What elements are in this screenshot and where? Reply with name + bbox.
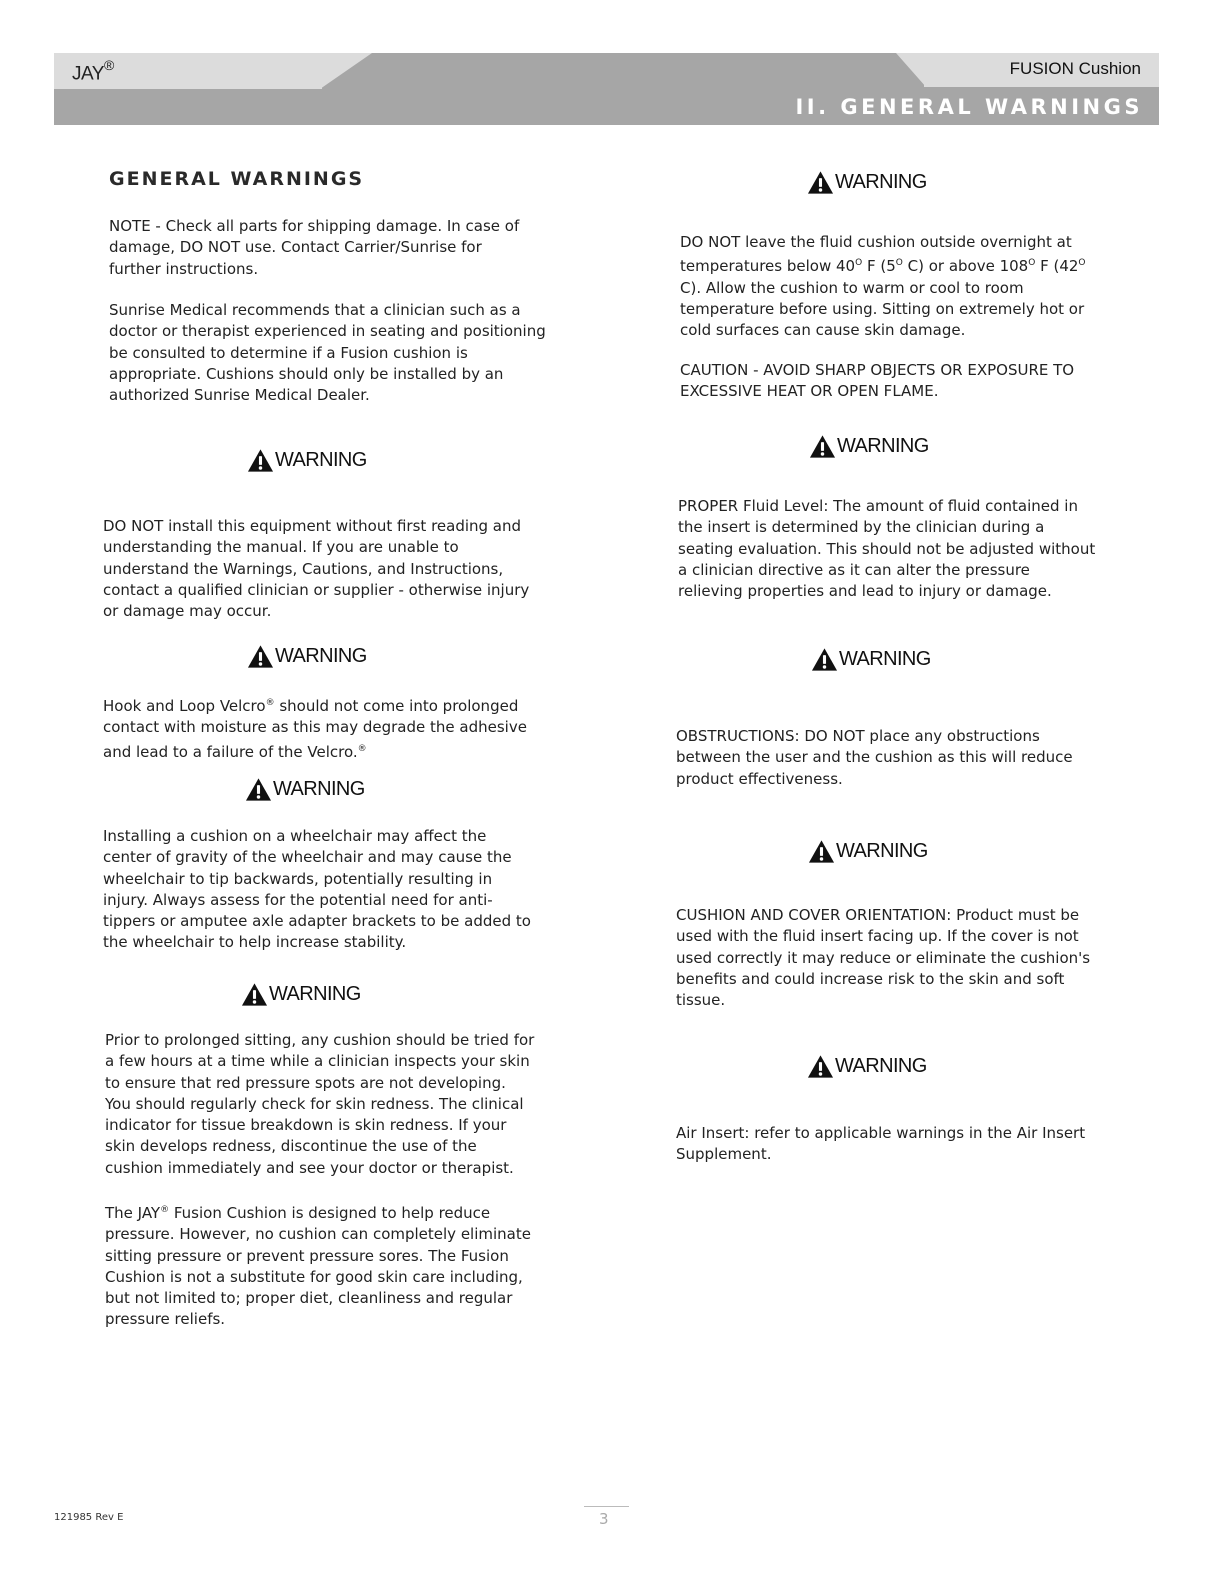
warning-label-text: WARNING (839, 648, 931, 670)
shipping-note: NOTE - Check all parts for shipping damage. In case of damage, DO NOT use. Contact Carrier/Sunrise for further instructions. (109, 217, 520, 278)
warning-triangle-icon (811, 647, 838, 672)
warning-triangle-icon (247, 644, 274, 669)
general-warnings-heading: GENERAL WARNINGS (109, 168, 365, 190)
brand-name: JAY® (72, 57, 114, 85)
warning-label-text: WARNING (836, 840, 928, 862)
manual-warning-text: DO NOT install this equipment without first reading and understanding the manual. If you are unable to understand the Warnings, Cautions, and Instructions, contact a qualified clinician or supplier - otherwise injury or damage may occur. (103, 517, 530, 621)
header-right-tab-slant (896, 53, 926, 87)
section-title: II. GENERAL WARNINGS (795, 95, 1143, 119)
skin-inspection-warning-text: Prior to prolonged sitting, any cushion should be tried for a few hours at a time while a clinician inspects your skin to ensure that red pressure spots are not developing. You should regularly check for skin redness. The clinical indicator for tissue breakdown is skin redness. If your skin develops redness, discontinue the use of the cushion immediately and see your doctor or therapist. (105, 1031, 535, 1177)
warning-label (241, 982, 361, 1007)
warning-triangle-icon (245, 777, 272, 802)
warning-triangle-icon (808, 839, 835, 864)
temperature-warning-text: DO NOT leave the fluid cushion outside overnight at temperatures below $40^O$ F ($5^O$ C) or above $108^O$ F ($42^O$ C). Allow the cushion to warm or cool to room temperature before using. Sitting on extremely hot or cold surfaces can cause skin damage. (680, 233, 1086, 340)
warning-triangle-icon (807, 1054, 834, 1079)
page-number: 3 (599, 1510, 609, 1528)
warning-label-text: WARNING (275, 645, 367, 667)
warning-label (247, 644, 367, 669)
orientation-warning-text: CUSHION AND COVER ORIENTATION: Product must be used with the fluid insert facing up. If the cover is not used correctly it may reduce or eliminate the cushion's benefits and could increase risk to the skin and soft tissue. (676, 906, 1091, 1010)
pressure-reduction-statement: The JAY® Fusion Cushion is designed to help reduce pressure. However, no cushion can completely eliminate sitting pressure or prevent pressure sores. The Fusion Cushion is not a substitute for good skin care including, but not limited to; proper diet, cleanliness and regular pressure reliefs. (105, 1204, 531, 1329)
warning-label-text: WARNING (269, 983, 361, 1005)
velcro-warning-text: Hook and Loop Velcro® should not come into prolonged contact with moisture as this may degrade the adhesive and lead to a failure of the Velcro.® (103, 697, 527, 761)
warning-triangle-icon (809, 434, 836, 459)
page-header (54, 53, 1159, 125)
warning-label-text: WARNING (835, 1055, 927, 1077)
header-left-tab-slant (320, 53, 372, 89)
warning-label-text: WARNING (835, 171, 927, 193)
center-of-gravity-warning-text: Installing a cushion on a wheelchair may affect the center of gravity of the wheelchair and may cause the wheelchair to tip backwards, potentially resulting in injury. Always assess for the potential need for anti-tippers or amputee axle adapter brackets to be added to the wheelchair to help increase stability. (103, 827, 531, 952)
warning-label (809, 434, 929, 459)
obstructions-warning-text: OBSTRUCTIONS: DO NOT place any obstructions between the user and the cushion as this will reduce product effectiveness. (676, 727, 1073, 788)
warning-triangle-icon (247, 448, 274, 473)
warning-triangle-icon (241, 982, 268, 1007)
warning-label (245, 777, 365, 802)
clinician-recommendation: Sunrise Medical recommends that a clinician such as a doctor or therapist experienced in seating and positioning be consulted to determine if a Fusion cushion is appropriate. Cushions should only be installed by an authorized Sunrise Medical Dealer. (109, 301, 546, 405)
warning-label-text: WARNING (273, 778, 365, 800)
warning-label-text: WARNING (837, 435, 929, 457)
caution-text: CAUTION - AVOID SHARP OBJECTS OR EXPOSURE TO EXCESSIVE HEAT OR OPEN FLAME. (680, 361, 1075, 401)
warning-triangle-icon (807, 170, 834, 195)
warning-label (247, 448, 367, 473)
warning-label (807, 170, 927, 195)
warning-label (811, 647, 931, 672)
air-insert-warning-text: Air Insert: refer to applicable warnings in the Air Insert Supplement. (676, 1124, 1086, 1164)
product-name: FUSION Cushion (1009, 59, 1141, 78)
warning-label (808, 839, 928, 864)
document-number: 121985 Rev E (54, 1512, 124, 1523)
fluid-level-warning-text: PROPER Fluid Level: The amount of fluid contained in the insert is determined by the clinician during a seating evaluation. This should not be adjusted without a clinician directive as it can alter the pressure relieving properties and lead to injury or damage. (678, 497, 1096, 601)
warning-label-text: WARNING (275, 449, 367, 471)
warning-label (807, 1054, 927, 1079)
page-number-rule (584, 1506, 629, 1507)
